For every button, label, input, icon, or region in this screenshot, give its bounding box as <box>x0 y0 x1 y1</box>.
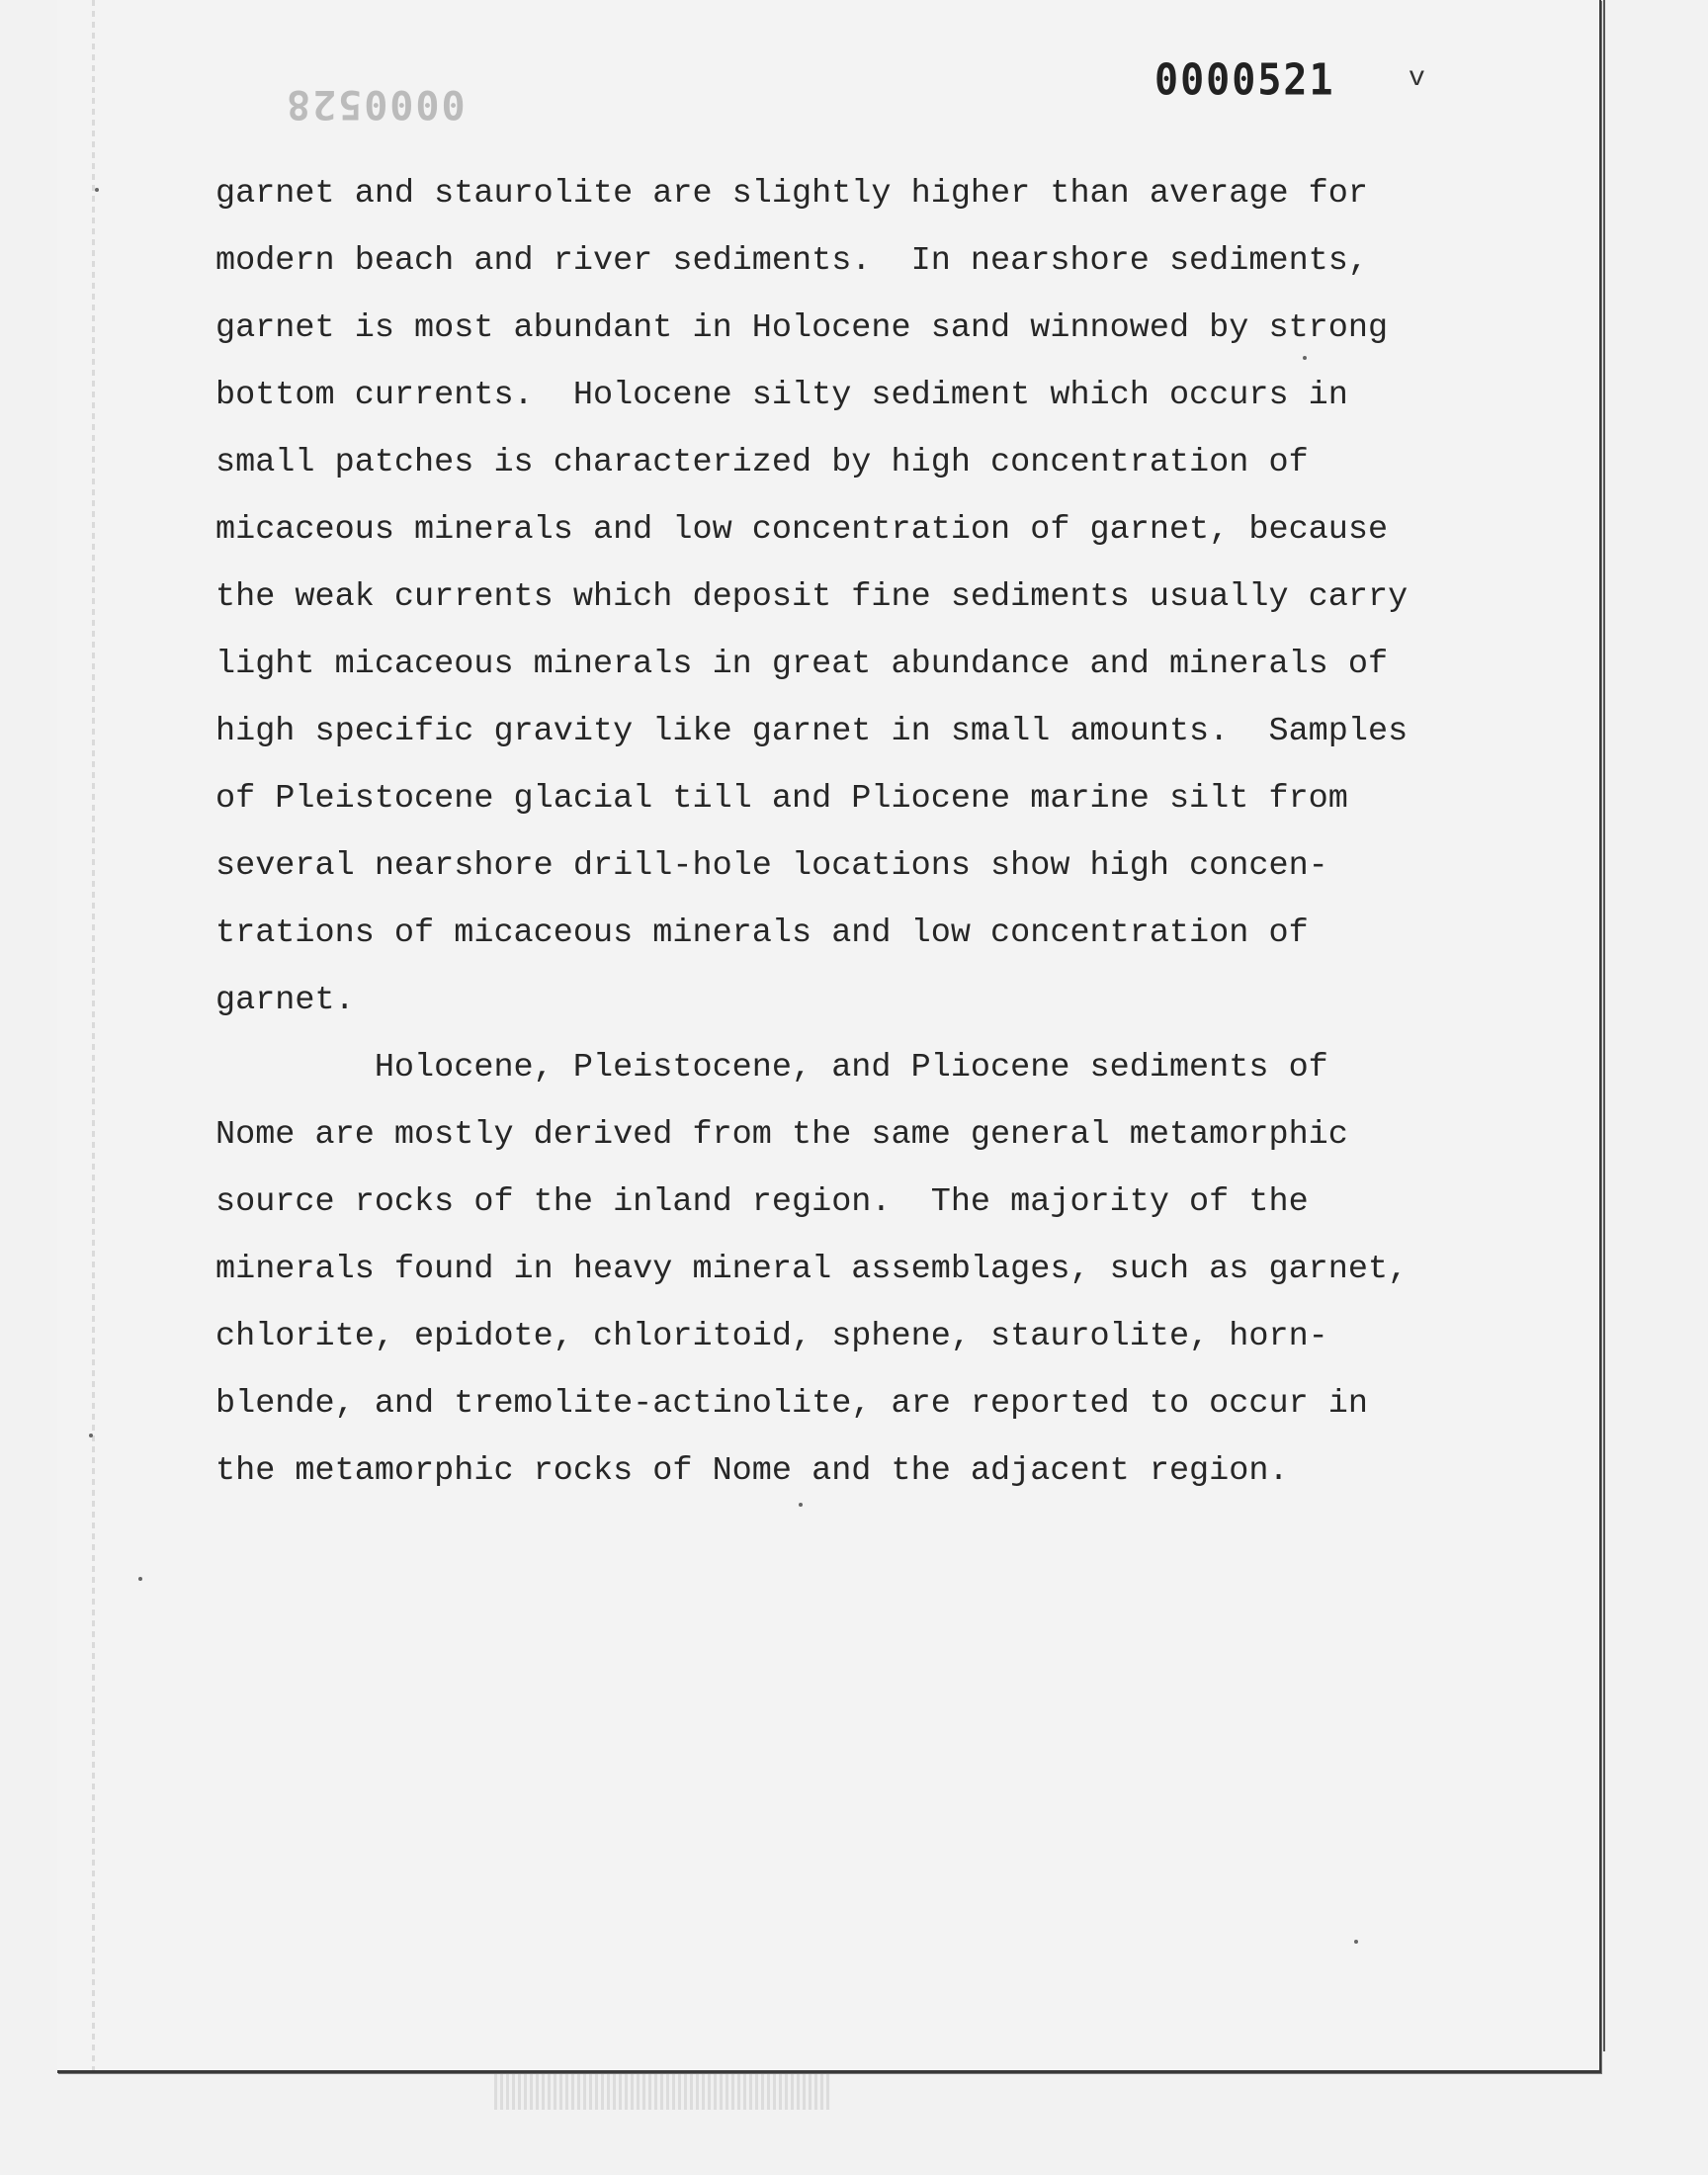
text-line: the weak currents which deposit fine sediments usually carry <box>215 578 1409 616</box>
text-line: trations of micaceous minerals and low concentration of <box>215 914 1309 952</box>
text-line: light micaceous minerals in great abundance and minerals of <box>215 646 1389 683</box>
text-line: small patches is characterized by high concentration of <box>215 444 1309 481</box>
text-line: garnet. <box>215 982 355 1019</box>
text-line: modern beach and river sediments. In nearshore sediments, <box>215 242 1368 280</box>
scan-speck <box>138 1577 142 1581</box>
text-line: garnet is most abundant in Holocene sand winnowed by strong <box>215 309 1389 347</box>
body-text <box>215 160 1461 1505</box>
text-line: blende, and tremolite-actinolite, are reported to occur in <box>215 1385 1368 1423</box>
page-stamp-number: 0000521 <box>1154 54 1335 106</box>
text-line: source rocks of the inland region. The majority of the <box>215 1183 1309 1221</box>
text-line: bottom currents. Holocene silty sediment which occurs in <box>215 377 1348 414</box>
text-line: micaceous minerals and low concentration of garnet, because <box>215 511 1389 549</box>
text-line: minerals found in heavy mineral assemblages, such as garnet, <box>215 1251 1409 1288</box>
page-edge <box>1603 0 1605 2051</box>
text-line: of Pleistocene glacial till and Pliocene marine silt from <box>215 780 1348 818</box>
text-line: garnet and staurolite are slightly higher than average for <box>215 175 1368 213</box>
scan-speck <box>89 1434 93 1437</box>
scan-speck <box>799 1503 803 1507</box>
text-line: the metamorphic rocks of Nome and the adjacent region. <box>215 1452 1289 1490</box>
text-line: high specific gravity like garnet in small amounts. Samples <box>215 713 1409 750</box>
scan-speck <box>1303 356 1307 360</box>
scan-speck <box>95 188 99 192</box>
text-line: chlorite, epidote, chloritoid, sphene, staurolite, horn- <box>215 1318 1328 1355</box>
text-line: Nome are mostly derived from the same general metamorphic <box>215 1116 1348 1154</box>
scan-speck <box>1354 1940 1358 1944</box>
text-line: Holocene, Pleistocene, and Pliocene sediments of <box>215 1049 1328 1087</box>
faded-page-stamp: 0000528 <box>285 81 466 127</box>
scan-artifact <box>494 2074 830 2110</box>
page-stamp-mark: v <box>1409 63 1425 94</box>
text-line: several nearshore drill-hole locations show high concen- <box>215 847 1328 885</box>
